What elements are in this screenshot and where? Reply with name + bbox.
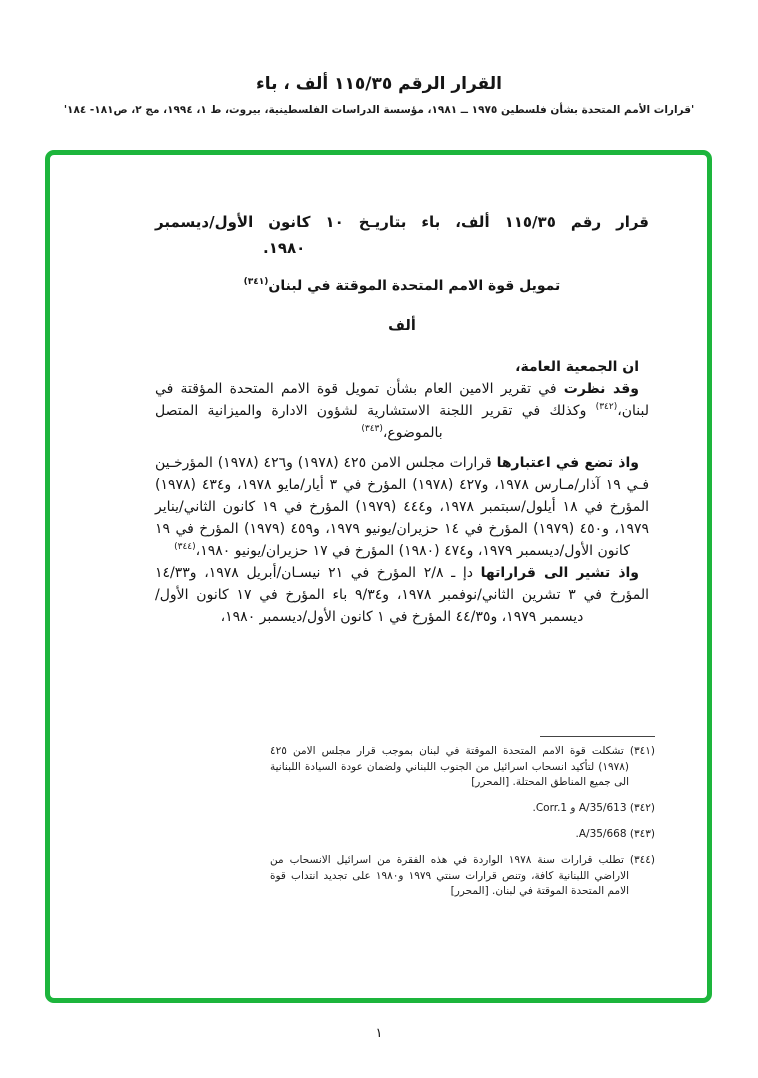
footnote-ref-344: (٣٤٤) xyxy=(174,542,196,552)
footnote-ref-342: (٣٤٢) xyxy=(595,402,618,412)
footnote-marker: (٣٤٤) xyxy=(629,854,656,866)
resolution-body xyxy=(155,212,649,628)
page-header xyxy=(0,74,758,116)
subtitle-text: تمويل قوة الامم المتحدة الموقتة في لبنان xyxy=(268,278,561,294)
footnote-341 xyxy=(270,744,655,791)
section-heading-alef: ألف xyxy=(388,318,416,334)
footnote-marker: (٣٤٣) xyxy=(629,828,655,840)
footnotes-section xyxy=(270,736,655,910)
footnote-marker: (٣٤١) xyxy=(629,745,655,757)
footnote-text: تطلب قرارات سنة ١٩٧٨ الواردة في هذه الفقرة من اسرائيل الانسحاب من الاراضي اللبنانية كافة، وتنص قرارات سنتي ١٩٧٩ و١٩٨٠ على تجديد انتداب قوة الامم المتحدة الموقتة في لبنان. [المحرر] xyxy=(270,854,630,897)
resolution-title-line1: قرار رقم ١١٥/٣٥ ألف، باء بتاريـخ ١٠ كانون الأول/ديسمبر xyxy=(155,213,649,231)
page-title: القرار الرقم ١١٥/٣٥ ألف ، باء xyxy=(256,74,502,94)
paragraph-recalling xyxy=(155,562,649,628)
paragraph-general-assembly xyxy=(155,356,649,378)
footnote-text: A/35/668. xyxy=(575,828,630,840)
footnote-ref-343: (٣٤٣) xyxy=(361,424,383,434)
footnote-ref-341: (٣٤١) xyxy=(243,277,269,287)
resolution-subtitle xyxy=(155,278,649,294)
paragraph-lead: وقد نظرت xyxy=(563,381,639,397)
paragraph-text: قرارات مجلس الامن ٤٢٥ (١٩٧٨) و٤٢٦ (١٩٧٨) المؤرخـين فـي ١٩ آذار/مـارس ١٩٧٨، و٤٢٧ (١٩٧٨) المؤرخ في ٣ أيار/مايو ١٩٧٨، و٤٣٤ (١٩٧٨) المؤرخ في ١٨ أيلول/سبتمبر ١٩٧٨، و٤٤٤ (١٩٧٩) المؤرخ في ١٩ كانون الثاني/يناير ١٩٧٩، و٤٥٠ (١٩٧٩) المؤرخ في ١٤ حزيران/يونيو ١٩٧٩، و٤٥٩ (١٩٧٩) المؤرخ في ١٩ كانون الأول/ديسمبر ١٩٧٩، و٤٧٤ (١٩٨٠) المؤرخ في ١٧ حزيران/يونيو ١٩٨٠، xyxy=(155,455,650,559)
footnote-343 xyxy=(270,827,655,843)
paragraph-bearing-in-mind xyxy=(155,452,649,562)
paragraph-text: وكذلك في تقرير اللجنة الاستشارية لشؤون الادارة والميزانية المتصل بالموضوع، xyxy=(155,403,596,441)
paragraph-lead: ان الجمعية العامة، xyxy=(515,359,639,375)
source-citation: 'قرارات الأمم المتحدة بشأن فلسطين ١٩٧٥ ــ ١٩٨١، مؤسسة الدراسات الفلسطينية، بيروت، ط ١، ١٩٩٤، مج ٢، ص١٨١- ١٨٤' xyxy=(63,104,695,116)
paragraph-having-considered xyxy=(155,378,649,444)
paragraph-lead: واذ تضع في اعتبارها xyxy=(496,455,639,471)
footnote-separator xyxy=(540,736,655,737)
footnote-text: تشكلت قوة الامم المتحدة الموقتة في لبنان بموجب قرار مجلس الامن ٤٢٥ (١٩٧٨) لتأكيد انسحاب اسرائيل من الجنوب اللبناني ولضمان عودة السيادة اللبنانية الى جميع المناطق المحتلة. [المحرر] xyxy=(270,745,630,788)
footnote-344 xyxy=(270,853,655,900)
page-number: ١ xyxy=(375,1026,383,1041)
paragraph-text: في تقرير الامين العام بشأن تمويل قوة الامم المتحدة المؤقتة في لبنان، xyxy=(155,381,649,419)
footnote-text: A/35/613 و Corr.1. xyxy=(532,802,630,814)
resolution-title-line2: ١٩٨٠. xyxy=(263,239,306,257)
paragraph-lead: واذ تشير الى قراراتها xyxy=(480,565,640,581)
footnote-342 xyxy=(270,801,655,817)
paragraph-text: دإ ـ ٢/٨ المؤرخ في ٢١ نيسـان/أبريل ١٩٧٨، و١٤/٣٣ المؤرخ في ٣ تشرين الثاني/نوفمبر ١٩٧٨، و٩/٣٤ باء المؤرخ في ١٧ كانون الأول/ديسمبر ١٩٧٩، و٤٤/٣٥ المؤرخ في ١ كانون الأول/ديسمبر ١٩٨٠، xyxy=(155,565,650,625)
footnote-marker: (٣٤٢) xyxy=(629,802,655,814)
